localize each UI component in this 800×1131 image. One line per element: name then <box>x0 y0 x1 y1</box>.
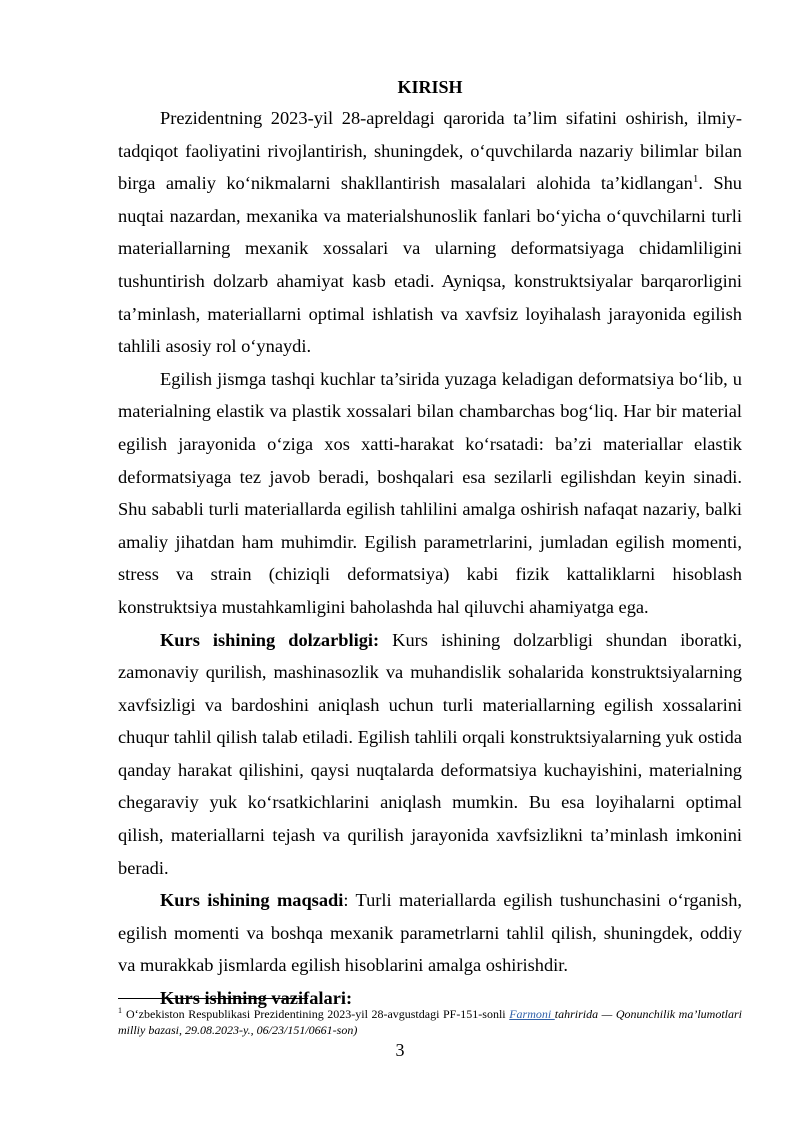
footnote-link[interactable]: Farmoni <box>509 1007 555 1021</box>
goal-label: Kurs ishining maqsadi <box>160 890 344 911</box>
paragraph-relevance <box>118 624 742 885</box>
footnote-text-before: O‘zbekiston Respublikasi Prezidentining 2023-yil 28-avgustdagi PF-151-sonli <box>126 1007 510 1021</box>
footnote-separator <box>118 998 308 999</box>
goal-text: : Turli materiallarda egilish tushunchasini o‘rganish, egilish momenti va boshqa mexanik parametrlarni tahlil qilish, shuningdek, oddiy va murakkab jismlarda egilish hisoblarini amalga oshirishdir. <box>118 890 742 976</box>
footnote-marker: 1 <box>118 1006 122 1015</box>
footnote-text-after: tahririda — Qonunchilik ma’lumotlari milliy bazasi, 29.08.2023-y., 06/23/151/0661-son) <box>118 1007 743 1037</box>
relevance-text: Kurs ishining dolzarbligi shundan iboratki, zamonaviy qurilish, mashinasozlik va muhandislik sohalarida konstruktsiyalarning xavfsizligi va bardoshini aniqlash uchun turli materiallarning egilish xossalarini chuqur tahlil qilish talab etiladi. Egilish tahlili orqali konstruktsiyalarning yuk ostida qanday harakat qilishini, qaysi nuqtalarda deformatsiya kuchayishini, materialning chegaraviy yuk ko‘rsatkichlarini aniqlash mumkin. Bu esa loyihalarni optimal qilish, materiallarni tejash va qurilish jarayonida xavfsizlikni ta’minlash imkonini beradi. <box>118 629 743 878</box>
paragraph-intro-text: Prezidentning 2023-yil 28-apreldagi qarorida ta’lim sifatini oshirish, ilmiy-tadqiqot faoliyatini rivojlantirish, shuningdek, o‘quvchilarda nazariy bilimlar bilan birga amaliy ko‘nikmalarni shakllantirish masalalari alohida ta’kidlangan <box>118 108 742 194</box>
paragraph-bending-text: Egilish jismga tashqi kuchlar ta’sirida yuzaga keladigan deformatsiya bo‘lib, u materialning elastik va plastik xossalari bilan chambarchas bog‘liq. Har bir material egilish jarayonida o‘ziga xos xatti-harakat ko‘rsatadi: ba’zi materiallar elastik deformatsiyaga tez javob beradi, boshqalari esa sezilarli egilishdan keyin sinadi. Shu sababli turli materiallarda egilish tahlilini amalga oshirish nafaqat nazariy, balki amaliy jihatdan ham muhimdir. Egilish parametrlarini, jumladan egilish momenti, stress va strain (chiziqli deformatsiya) kabi fizik kattaliklarni hisoblash konstruktsiya mustahkamligini baholashda hal qiluvchi ahamiyatga ega. <box>118 368 742 617</box>
paragraph-intro-continuation: . Shu nuqtai nazardan, mexanika va materialshunoslik fanlari bo‘yicha o‘quvchilarni turli materiallarning mexanik xossalari va ularning deformatsiyaga chidamliligini tushuntirish dolzarb ahamiyat kasb etadi. Ayniqsa, konstruktsiyalar barqarorligini ta’minlash, materiallarni optimal ishlatish va xavfsiz loyihalash jarayonida egilish tahlili asosiy rol o‘ynaydi. <box>118 173 742 357</box>
tasks-label: Kurs ishining vazifalari: <box>160 988 353 1009</box>
footnote-reference[interactable]: 1 <box>692 173 699 186</box>
paragraph-intro <box>118 102 742 363</box>
section-title: KIRISH <box>397 77 463 97</box>
paragraph-bending <box>118 363 742 624</box>
footnote <box>118 1006 742 1038</box>
paragraph-goal <box>118 884 742 982</box>
page-body <box>118 72 742 1015</box>
relevance-label: Kurs ishining dolzarbligi: <box>160 629 380 650</box>
page-number: 3 <box>395 1040 405 1060</box>
